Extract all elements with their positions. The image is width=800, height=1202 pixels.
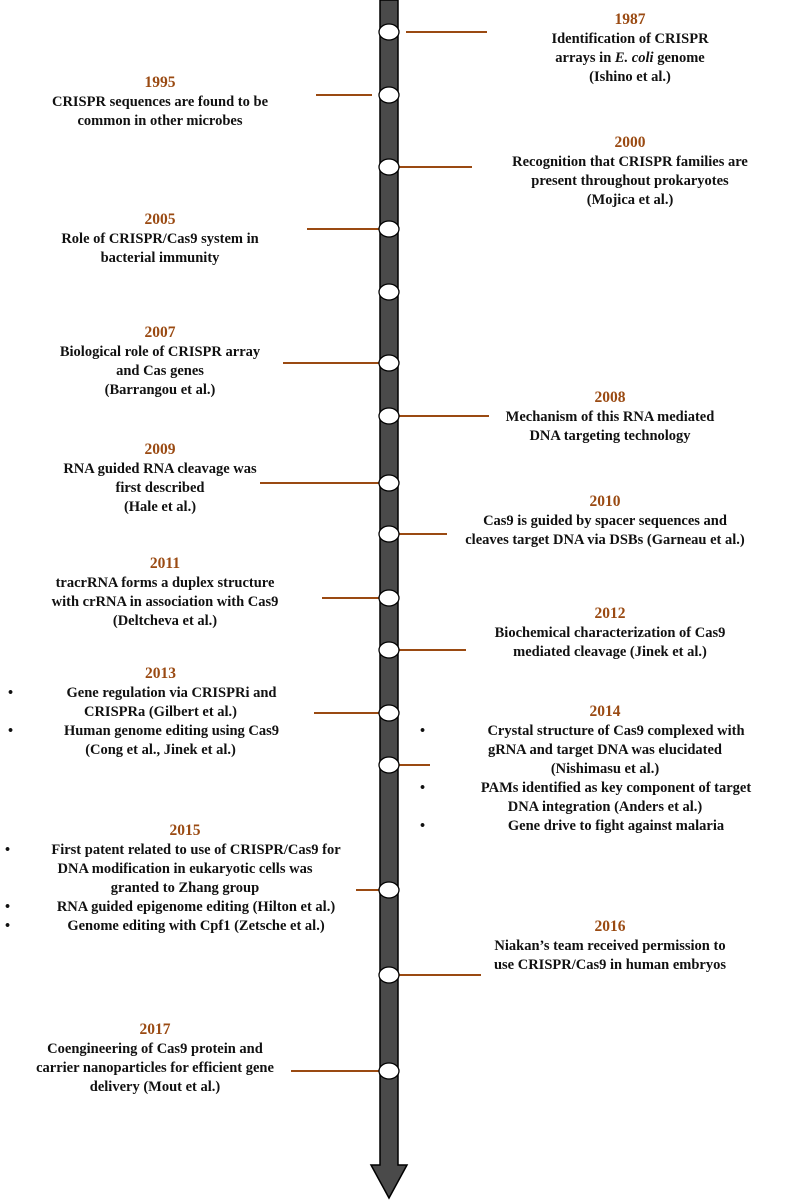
event-2008 (440, 388, 780, 446)
event-2010 (420, 492, 790, 550)
event-bullet-line: • Human genome editing using Cas9 (8, 722, 313, 741)
event-year: 2012 (594, 605, 626, 622)
event-bullet-line: • RNA guided epigenome editing (Hilton et al.) (5, 898, 365, 917)
event-bullet-line: granted to Zhang group (110, 880, 260, 896)
timeline-node (379, 355, 399, 371)
timeline-node (379, 221, 399, 237)
event-text-line: Identification of CRISPR (551, 31, 709, 47)
event-year: 1995 (144, 74, 176, 91)
event-year: 2005 (144, 211, 176, 228)
event-2015 (5, 821, 365, 936)
event-bullet-line: (Nishimasu et al.) (550, 761, 660, 777)
event-2016 (440, 917, 780, 975)
timeline-node (379, 882, 399, 898)
event-year: 2015 (169, 822, 201, 839)
event-text-line: and Cas genes (116, 363, 204, 379)
event-2009 (10, 440, 310, 517)
timeline-node (379, 642, 399, 658)
event-text-line: carrier nanoparticles for efficient gene (36, 1060, 274, 1076)
event-text-line: common in other microbes (77, 113, 243, 129)
event-text-line: arrays in E. coli genome (555, 50, 705, 66)
event-bullet-line: • Genome editing with Cpf1 (Zetsche et al.) (5, 917, 365, 936)
event-text-line: first described (115, 480, 205, 496)
event-text-line: Niakan’s team received permission to (494, 938, 726, 954)
event-bullet-list (420, 722, 790, 836)
timeline-node (379, 705, 399, 721)
event-text-line: mediated cleavage (Jinek et al.) (513, 644, 707, 660)
timeline-node (379, 757, 399, 773)
event-bullet-list (5, 841, 365, 936)
event-year: 2000 (614, 134, 646, 151)
event-text-line: use CRISPR/Cas9 in human embryos (493, 957, 727, 973)
timeline-node (379, 408, 399, 424)
event-text-line: cleaves target DNA via DSBs (Garneau et al.) (465, 532, 745, 548)
event-year: 2009 (144, 441, 176, 458)
event-bullet-line: DNA integration (Anders et al.) (507, 799, 703, 815)
event-text-line: (Hale et al.) (123, 499, 197, 515)
event-2000 (470, 133, 790, 210)
event-bullet-line: • Gene drive to fight against malaria (420, 817, 790, 836)
event-text-line: (Mojica et al.) (586, 192, 674, 208)
event-bullet-line: • PAMs identified as key component of target (420, 779, 790, 798)
event-2012 (430, 604, 790, 662)
timeline-node (379, 284, 399, 300)
event-2013 (8, 664, 313, 760)
event-year: 2008 (594, 389, 626, 406)
timeline-node (379, 526, 399, 542)
event-bullet-line: • First patent related to use of CRISPR/Cas9 for (5, 841, 365, 860)
event-bullet-line: • Gene regulation via CRISPRi and (8, 684, 313, 703)
event-text-line: Biological role of CRISPR array (59, 344, 261, 360)
event-text-line: present throughout prokaryotes (531, 173, 729, 189)
event-text-line: delivery (Mout et al.) (89, 1079, 221, 1095)
event-text-line: Mechanism of this RNA mediated (505, 409, 715, 425)
event-year: 2014 (589, 703, 621, 720)
event-bullet-list (8, 684, 313, 760)
event-year: 2007 (144, 324, 176, 341)
event-text-line: (Ishino et al.) (589, 69, 671, 85)
event-2005 (10, 210, 310, 268)
event-text-line: with crRNA in association with Cas9 (51, 594, 279, 610)
event-year: 2016 (594, 918, 626, 935)
event-bullet-line: CRISPRa (Gilbert et al.) (83, 704, 238, 720)
event-bullet-line: gRNA and target DNA was elucidated (487, 742, 722, 758)
event-text-line: bacterial immunity (100, 250, 220, 266)
event-2011 (10, 554, 320, 631)
timeline-node (379, 475, 399, 491)
event-1987 (470, 10, 790, 87)
event-2014 (420, 702, 790, 836)
event-text-line: tracrRNA forms a duplex structure (55, 575, 275, 591)
event-text-line: Role of CRISPR/Cas9 system in (61, 231, 259, 247)
event-year: 2010 (589, 493, 621, 510)
event-2007 (10, 323, 310, 400)
event-text-line: Coengineering of Cas9 protein and (47, 1041, 263, 1057)
event-text-line: Biochemical characterization of Cas9 (494, 625, 726, 641)
event-bullet-line: (Cong et al., Jinek et al.) (85, 742, 236, 758)
event-1995 (10, 73, 310, 131)
timeline-node (379, 1063, 399, 1079)
timeline-node (379, 590, 399, 606)
event-text-line: (Deltcheva et al.) (112, 613, 218, 629)
timeline-node (379, 24, 399, 40)
event-text-line: Recognition that CRISPR families are (512, 154, 748, 170)
timeline-node (379, 87, 399, 103)
event-bullet-line: DNA modification in eukaryotic cells was (57, 861, 313, 877)
event-text-line: DNA targeting technology (529, 428, 691, 444)
event-year: 2013 (145, 665, 176, 682)
event-bullet-line: • Crystal structure of Cas9 complexed with (420, 722, 790, 741)
timeline-node (379, 159, 399, 175)
event-year: 2011 (149, 555, 181, 572)
event-text-line: (Barrangou et al.) (104, 382, 216, 398)
event-2017 (5, 1020, 305, 1097)
event-year: 2017 (139, 1021, 171, 1038)
event-text-line: RNA guided RNA cleavage was (63, 461, 257, 477)
event-year: 1987 (614, 11, 646, 28)
event-text-line: Cas9 is guided by spacer sequences and (483, 513, 727, 529)
event-text-line: CRISPR sequences are found to be (51, 94, 269, 110)
timeline-node (379, 967, 399, 983)
